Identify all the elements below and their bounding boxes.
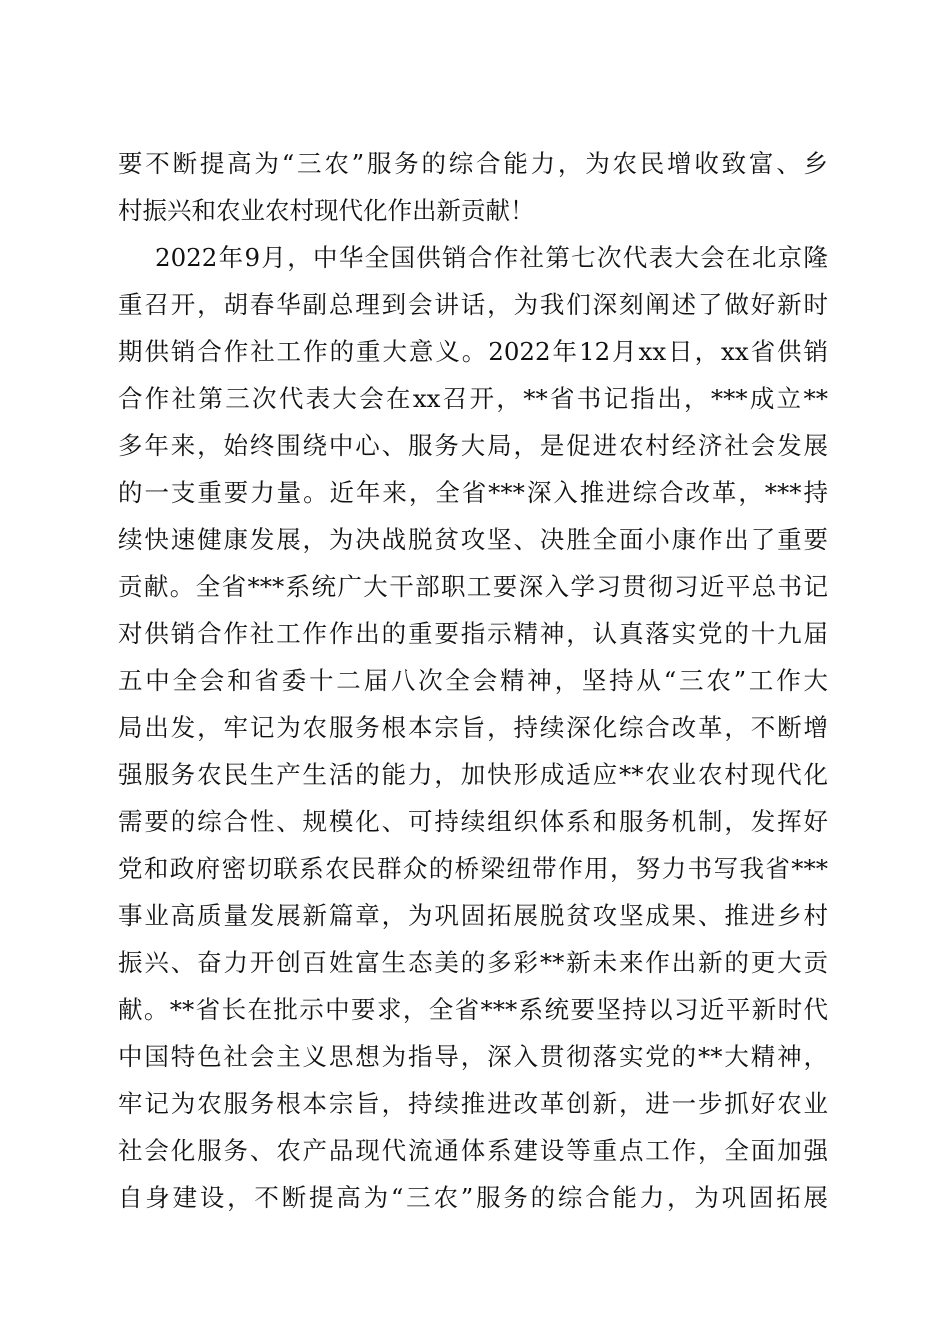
text-line: 需要的综合性、规模化、可持续组织体系和服务机制，发挥好 <box>118 807 828 836</box>
text-line: 的一支重要力量。近年来，全省***深入推进综合改革，***持 <box>118 478 828 507</box>
text-line: 中国特色社会主义思想为指导，深入贯彻落实党的**大精神， <box>118 1042 828 1071</box>
text-line: 重召开，胡春华副总理到会讲话，为我们深刻阐述了做好新时 <box>118 290 828 319</box>
document-body <box>118 140 828 1221</box>
text-line: 多年来，始终围绕中心、服务大局，是促进农村经济社会发展 <box>118 431 828 460</box>
text-line: 村振兴和农业农村现代化作出新贡献！ <box>118 196 535 225</box>
text-line: 续快速健康发展，为决战脱贫攻坚、决胜全面小康作出了重要 <box>118 525 828 554</box>
text-line: 要不断提高为“三农”服务的综合能力，为农民增收致富、乡 <box>118 149 828 178</box>
text-line: 2022年9月，中华全国供销合作社第七次代表大会在北京隆 <box>155 243 828 272</box>
text-line: 五中全会和省委十二届八次全会精神，坚持从“三农”工作大 <box>118 666 828 695</box>
text-line: 献。**省长在批示中要求，全省***系统要坚持以习近平新时代 <box>118 995 828 1024</box>
text-line: 事业高质量发展新篇章，为巩固拓展脱贫攻坚成果、推进乡村 <box>118 901 828 930</box>
text-line: 振兴、奋力开创百姓富生态美的多彩**新未来作出新的更大贡 <box>118 948 828 977</box>
text-line: 牢记为农服务根本宗旨，持续推进改革创新，进一步抓好农业 <box>118 1089 828 1118</box>
text-line: 强服务农民生产生活的能力，加快形成适应**农业农村现代化 <box>118 760 828 789</box>
text-line: 贡献。全省***系统广大干部职工要深入学习贯彻习近平总书记 <box>118 572 828 601</box>
text-line: 期供销合作社工作的重大意义。2022年12月xx日，xx省供销 <box>118 337 828 366</box>
text-line: 合作社第三次代表大会在xx召开，**省书记指出，***成立** <box>118 384 828 413</box>
text-line: 党和政府密切联系农民群众的桥梁纽带作用，努力书写我省*** <box>118 854 828 883</box>
paragraph-1 <box>118 140 828 234</box>
text-line: 自身建设，不断提高为“三农”服务的综合能力，为巩固拓展 <box>118 1183 828 1212</box>
text-line: 局出发，牢记为农服务根本宗旨，持续深化综合改革，不断增 <box>118 713 828 742</box>
text-line: 对供销合作社工作作出的重要指示精神，认真落实党的十九届 <box>118 619 828 648</box>
text-line: 社会化服务、农产品现代流通体系建设等重点工作，全面加强 <box>118 1136 828 1165</box>
paragraph-2 <box>118 234 828 1221</box>
